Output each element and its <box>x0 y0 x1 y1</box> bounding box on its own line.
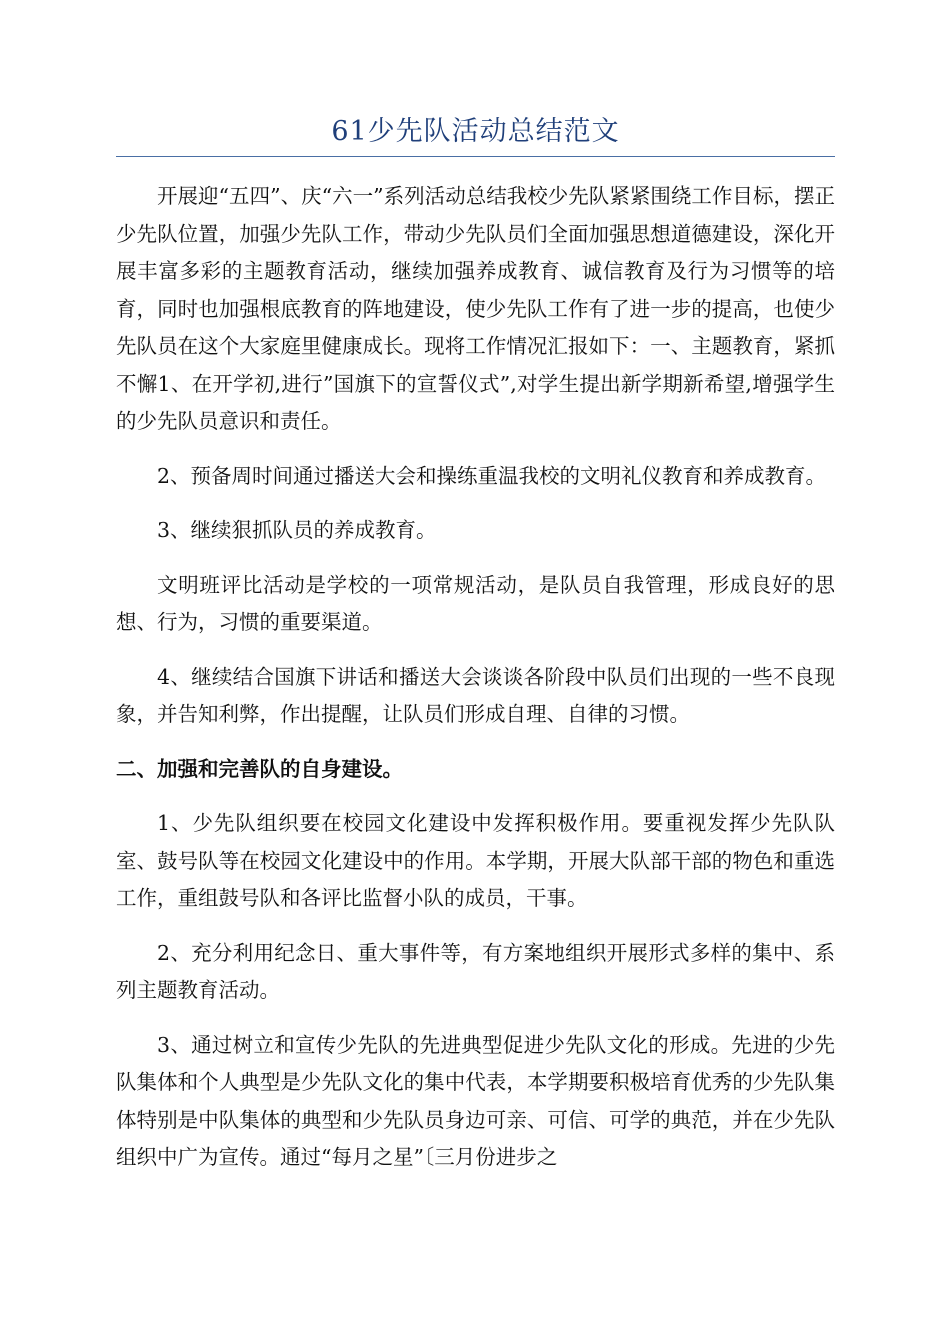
paragraph-item-3: 3、继续狠抓队员的养成教育。 <box>157 518 437 542</box>
section-paragraph-2: 2、充分利用纪念日、重大事件等，有方案地组织开展形式多样的集中、系列主题教育活动。 <box>116 940 835 1002</box>
paragraph-intro: 开展迎“五四”、庆“六一”系列活动总结我校少先队紧紧围绕工作目标，摆正少先队位置，加强少先队工作，带动少先队员们全面加强思想道德建设，深化开展丰富多彩的主题教育活动，继续加强养成教育、诚信教育及行为习惯等的培育，同时也加强根底教育的阵地建设，使少先队工作有了进一步的提高，也使少先队员在这个大家庭里健康成长。现将工作情况汇报如下：一、主题教育，紧抓不懈1、在开学初,进行”国旗下的宣誓仪式”,对学生提出新学期新希望,增强学生的少先队员意识和责任。 <box>116 184 835 433</box>
section-paragraph-1: 1、少先队组织要在校园文化建设中发挥积极作用。要重视发挥少先队队室、鼓号队等在校园文化建设中的作用。本学期，开展大队部干部的物色和重选工作，重组鼓号队和各评比监督小队的成员，干事。 <box>116 811 835 910</box>
section-paragraph-3: 3、通过树立和宣传少先队的先进典型促进少先队文化的形成。先进的少先队集体和个人典型是少先队文化的集中代表，本学期要积极培育优秀的少先队集体特别是中队集体的典型和少先队员身边可亲、可信、可学的典范，并在少先队组织中广为宣传。通过“每月之星”〔三月份进步之 <box>116 1032 835 1169</box>
document-body <box>116 178 835 1194</box>
paragraph-item-2: 2、预备周时间通过播送大会和操练重温我校的文明礼仪教育和养成教育。 <box>157 463 827 488</box>
document-title: 61少先队活动总结范文 <box>331 116 620 147</box>
paragraph-item-4: 4、继续结合国旗下讲话和播送大会谈谈各阶段中队员们出现的一些不良现象，并告知利弊，作出提醒，让队员们形成自理、自律的习惯。 <box>116 664 835 726</box>
section-heading: 二、加强和完善队的自身建设。 <box>116 756 403 781</box>
paragraph-civilized-class: 文明班评比活动是学校的一项常规活动，是队员自我管理，形成良好的思想、行为，习惯的重要渠道。 <box>116 572 835 634</box>
title-block <box>116 112 835 157</box>
